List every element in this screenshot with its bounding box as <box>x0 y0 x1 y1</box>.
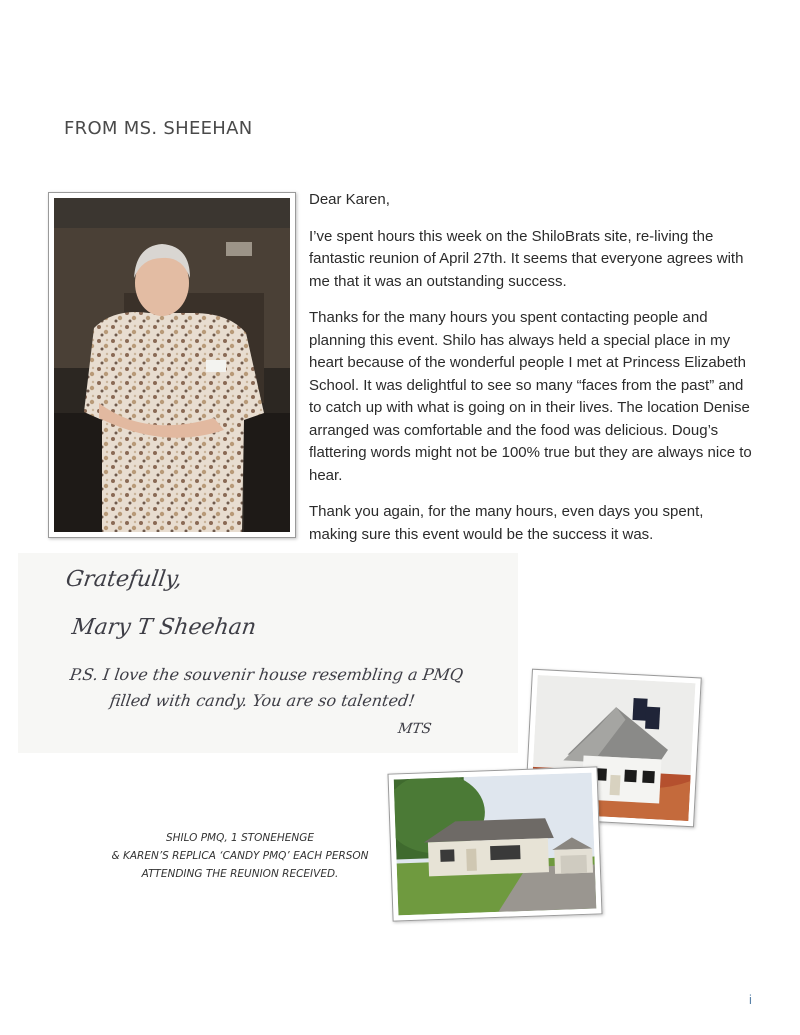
letter-body <box>309 189 754 560</box>
caption-line: ATTENDING THE REUNION RECEIVED. <box>141 868 339 880</box>
page-number: i <box>749 992 752 1007</box>
photo-caption <box>100 829 380 883</box>
letter-salutation: Dear Karen, <box>309 191 390 208</box>
letter-paragraph: I’ve spent hours this week on the ShiloBrats site, re-living the fantastic reunion of April 27th. It seems that everyone agrees with me that it was an outstanding success. <box>309 227 744 290</box>
caption-line: SHILO PMQ, 1 STONEHENGE <box>165 832 315 844</box>
handwritten-note <box>18 553 518 753</box>
page-title: FROM MS. SHEEHAN <box>64 118 253 139</box>
letter-paragraph: Thank you again, for the many hours, even days you spent, making sure this event would be the success it was. <box>309 503 704 543</box>
handwritten-ps-line: filled with candy. You are so talented! <box>108 691 417 710</box>
portrait-photo <box>48 192 296 538</box>
handwritten-signature: Mary T Sheehan <box>70 615 258 640</box>
shilo-pmq-photo <box>387 766 602 921</box>
letter-paragraph: Thanks for the many hours you spent contacting people and planning this event. Shilo has always held a special place in my heart because of the wonderful people I met at Princess Elizabeth School. It was delightful to see so many “faces from the past” and to catch up with what is going on in their lives. The location Denise arranged was comfortable and the food was delicious. Doug’s flattering words might not be 100% true but they are always nice to hear. <box>309 309 752 484</box>
caption-line: & KAREN’S REPLICA ‘CANDY PMQ’ EACH PERSON <box>111 850 369 862</box>
handwritten-closing: Gratefully, <box>64 567 184 592</box>
handwritten-initials: MTS <box>396 721 433 737</box>
shilo-pmq-image <box>394 773 597 916</box>
handwritten-ps-line: P.S. I love the souvenir house resembling a PMQ <box>68 665 465 684</box>
portrait-image <box>54 198 290 532</box>
